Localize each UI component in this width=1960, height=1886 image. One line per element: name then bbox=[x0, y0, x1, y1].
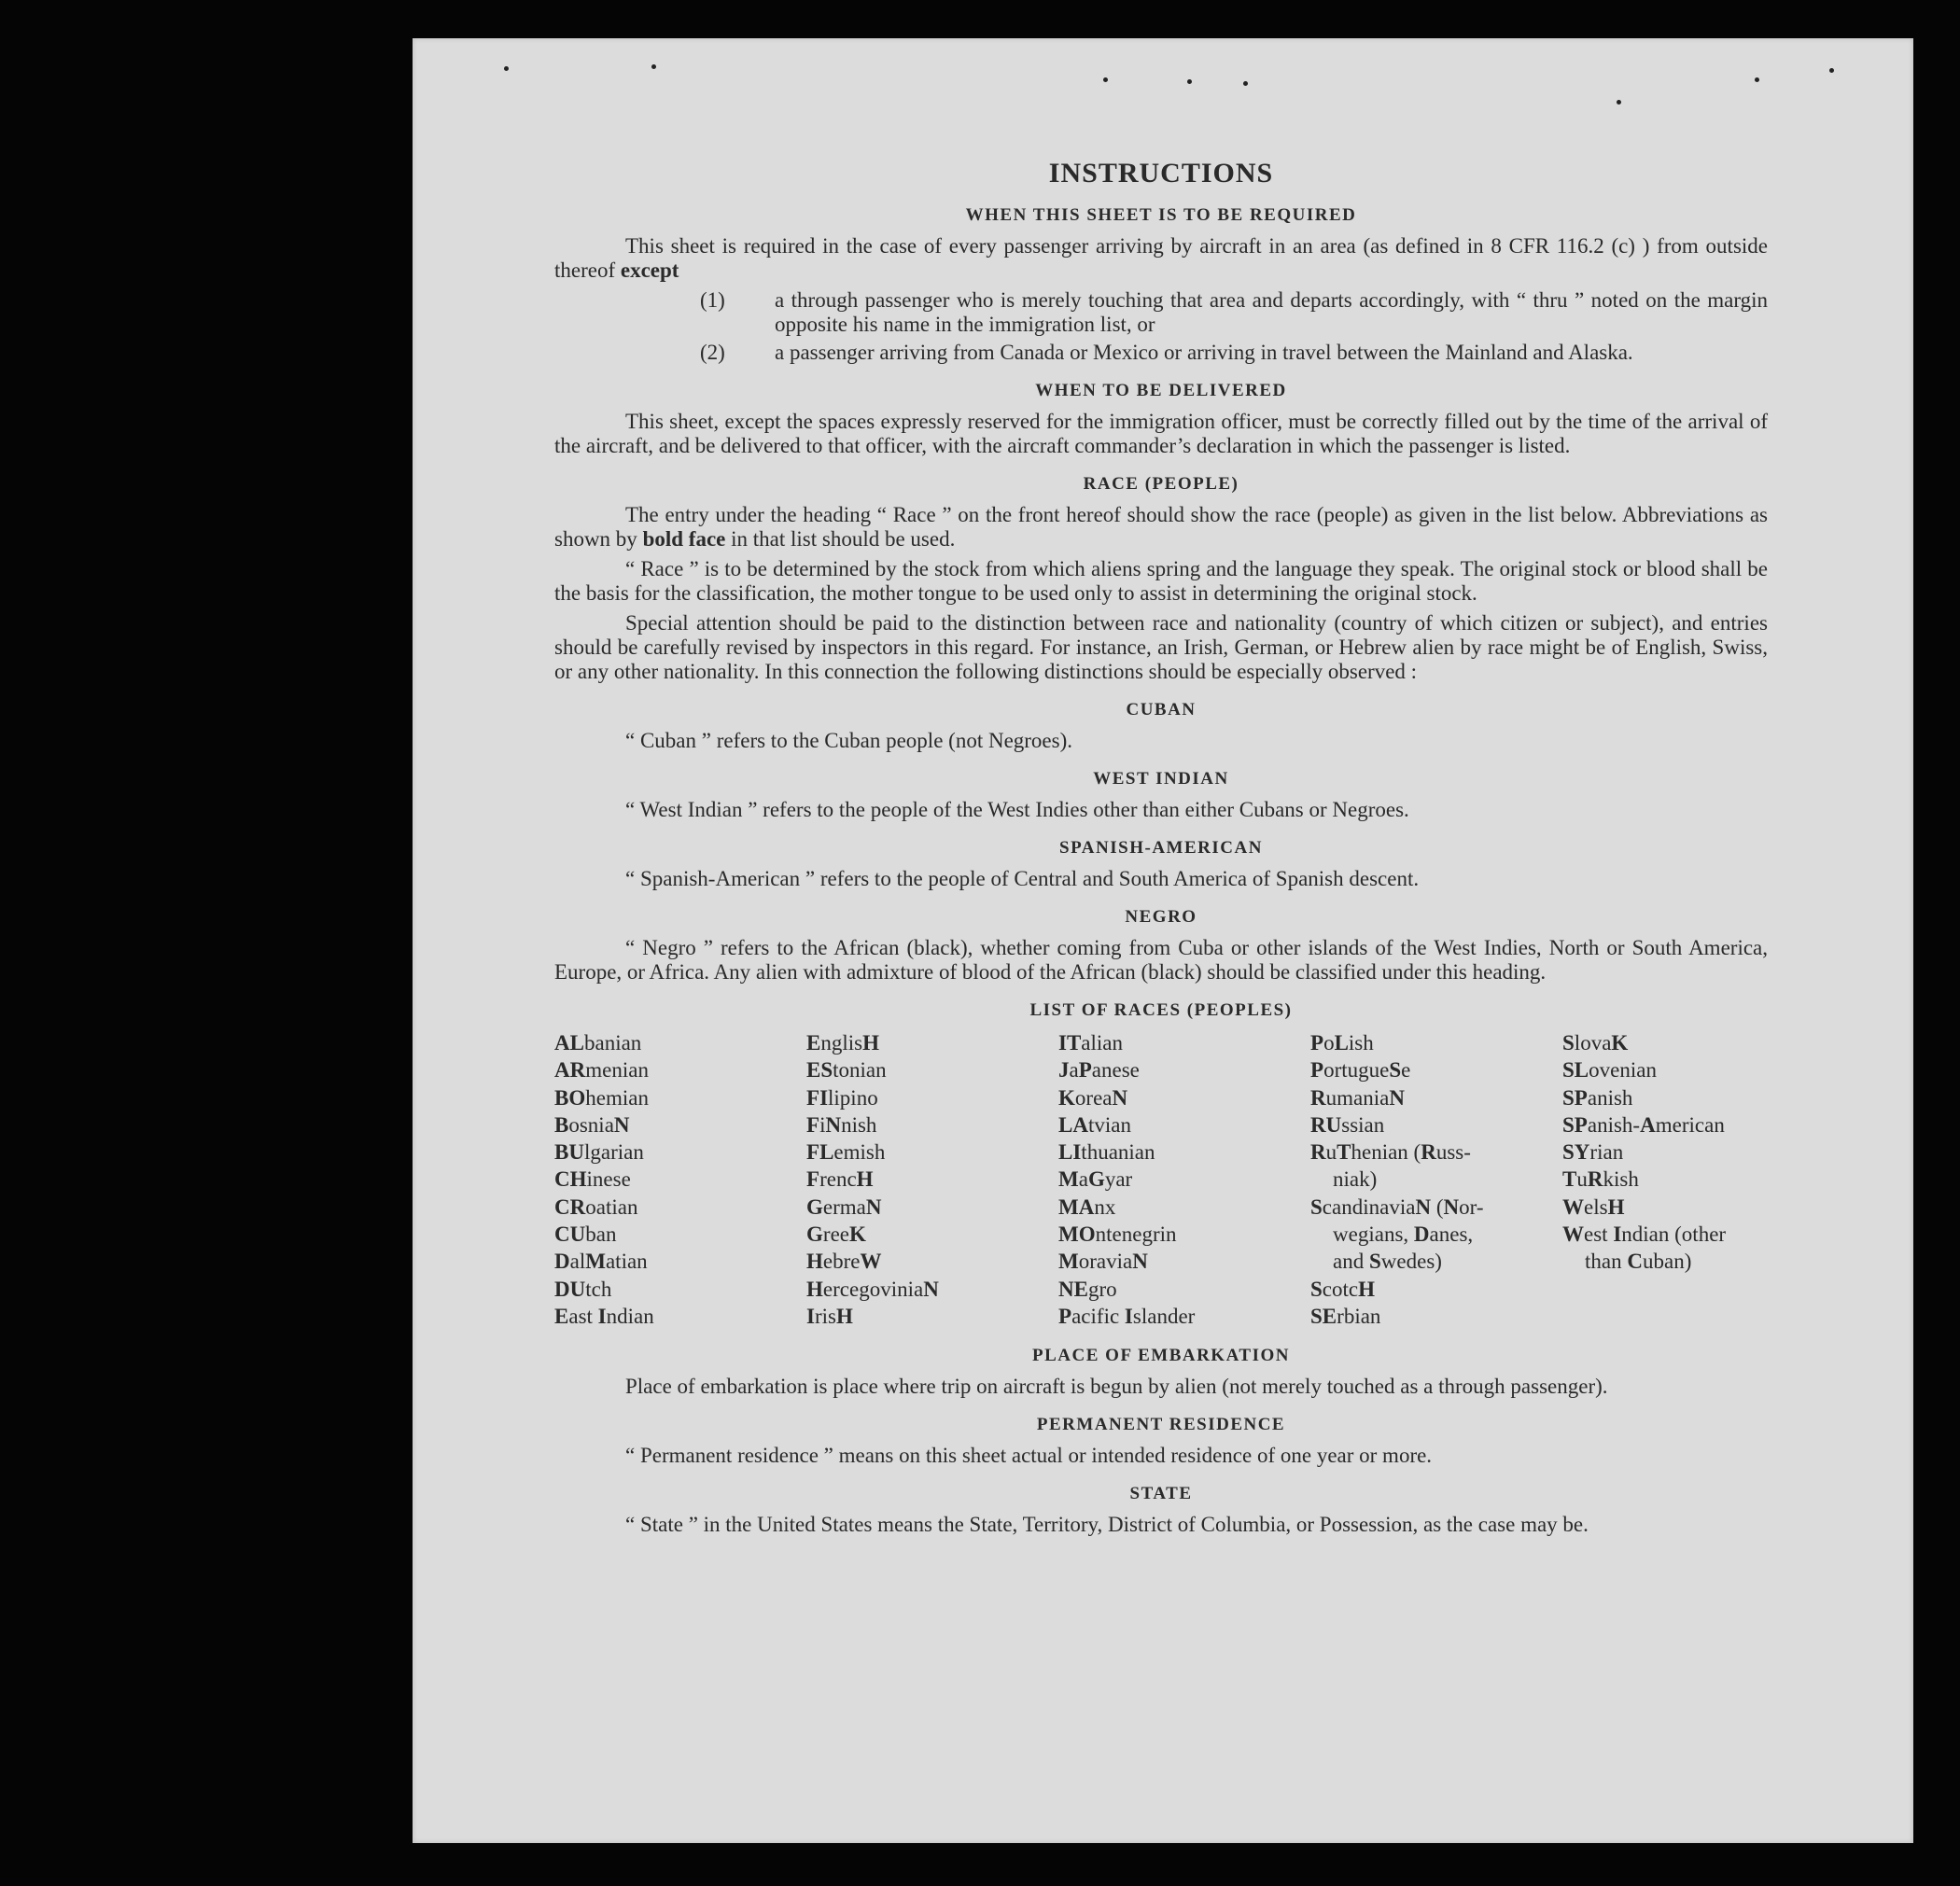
item-text: a passenger arriving from Canada or Mexico or arriving in travel between the Mainland and Alaska. bbox=[775, 341, 1633, 364]
heading-when-required: WHEN THIS SHEET IS TO BE REQUIRED bbox=[965, 205, 1357, 225]
races-column-1 bbox=[554, 1029, 806, 1330]
item-text: a through passenger who is merely touching that area and departs accordingly, with “ thru ” noted on the margin opposite his name in the immigration list, or bbox=[775, 288, 1768, 336]
speck bbox=[651, 64, 656, 69]
race-item: ARmenian bbox=[554, 1058, 649, 1083]
item-number: (2) bbox=[700, 341, 725, 364]
race-item: BOhemian bbox=[554, 1085, 649, 1110]
race-item: BosniaN bbox=[554, 1112, 630, 1137]
heading-when-delivered: WHEN TO BE DELIVERED bbox=[1035, 381, 1287, 400]
race-item: MOntenegrin bbox=[1058, 1222, 1177, 1247]
exception-item-2 bbox=[554, 341, 1768, 365]
paragraph-negro: “ Negro ” refers to the African (black), whether coming from Cuba or other islands of the West Indies, North or South America, Europe, or Africa. Any alien with admixture of blood of the African (black) should be classified under this heading. bbox=[554, 936, 1768, 984]
bold-except: except bbox=[620, 258, 679, 282]
race-item: Pacific Islander bbox=[1058, 1304, 1196, 1328]
race-item: HercegoviniaN bbox=[806, 1277, 939, 1301]
race-item: East Indian bbox=[554, 1304, 654, 1328]
paragraph-text: This sheet is required in the case of every passenger arriving by aircraft in an area (as defined in 8 CFR 116.2 (c) ) from outside thereof bbox=[554, 234, 1768, 282]
paragraph-race-1 bbox=[554, 503, 1768, 552]
heading-embarkation: PLACE OF EMBARKATION bbox=[1032, 1346, 1290, 1366]
speck bbox=[1829, 68, 1834, 73]
race-item: CUban bbox=[554, 1222, 617, 1247]
item-number: (1) bbox=[700, 288, 725, 312]
race-item: WelsH bbox=[1562, 1194, 1625, 1219]
race-item: DalMatian bbox=[554, 1250, 648, 1274]
race-item: RUssian bbox=[1310, 1112, 1385, 1137]
heading-race: RACE (PEOPLE) bbox=[1083, 474, 1239, 494]
heading-permanent-residence: PERMANENT RESIDENCE bbox=[1036, 1415, 1286, 1435]
race-item: SPanish bbox=[1562, 1085, 1633, 1110]
page-title: INSTRUCTIONS bbox=[1048, 158, 1274, 189]
race-item: EnglisH bbox=[806, 1031, 879, 1055]
races-list bbox=[554, 1029, 1768, 1330]
race-item: MaGyar bbox=[1058, 1167, 1133, 1192]
paragraph-cuban: “ Cuban ” refers to the Cuban people (not Negroes). bbox=[625, 729, 1073, 752]
race-item: FiNnish bbox=[806, 1112, 877, 1137]
heading-cuban: CUBAN bbox=[1126, 700, 1197, 719]
race-item: West Indian (other bbox=[1562, 1222, 1727, 1247]
bold-face-text: bold face bbox=[642, 527, 726, 551]
races-column-3 bbox=[1058, 1029, 1310, 1330]
instructions-text bbox=[554, 158, 1768, 1543]
exception-item-1 bbox=[554, 288, 1768, 337]
race-item: NEgro bbox=[1058, 1277, 1117, 1301]
speck bbox=[1103, 77, 1108, 82]
paragraph-when-required bbox=[554, 234, 1768, 283]
races-column-2 bbox=[806, 1029, 1058, 1330]
scan-specks bbox=[413, 38, 1913, 113]
race-item: FLemish bbox=[806, 1140, 886, 1165]
race-item: FrencH bbox=[806, 1167, 874, 1192]
race-item: BUlgarian bbox=[554, 1140, 644, 1165]
race-item: IrisH bbox=[806, 1304, 853, 1328]
race-item-continuation: wegians, Danes, bbox=[1333, 1222, 1474, 1247]
race-item: ScandinaviaN (Nor- bbox=[1310, 1194, 1484, 1219]
race-item: GreeK bbox=[806, 1222, 866, 1247]
paragraph-text: in that list should be used. bbox=[731, 527, 956, 551]
race-item: RumaniaN bbox=[1310, 1085, 1405, 1110]
race-item-continuation: niak) bbox=[1333, 1167, 1378, 1192]
race-item-continuation: and Swedes) bbox=[1333, 1250, 1442, 1274]
speck bbox=[1755, 77, 1759, 82]
race-item: EStonian bbox=[806, 1058, 887, 1083]
race-item: SErbian bbox=[1310, 1304, 1381, 1328]
race-item: LAtvian bbox=[1058, 1112, 1131, 1137]
race-item-continuation: than Cuban) bbox=[1585, 1250, 1692, 1274]
race-item: CRoatian bbox=[554, 1194, 638, 1219]
race-item: MAnx bbox=[1058, 1194, 1116, 1219]
paragraph-race-3: Special attention should be paid to the distinction between race and nationality (country of which citizen or subject), and entries should be carefully revised by inspectors in this regard. For instance, an Irish, German, or Hebrew alien by race might be of English, Swiss, or any other nationality. In this connection the following distinctions should be especially observed : bbox=[554, 611, 1768, 683]
speck bbox=[1187, 79, 1192, 84]
heading-spanish-american: SPANISH-AMERICAN bbox=[1059, 838, 1263, 858]
races-column-5 bbox=[1562, 1029, 1777, 1330]
paragraph-state: “ State ” in the United States means the State, Territory, District of Columbia, or Possession, as the case may be. bbox=[625, 1513, 1589, 1537]
race-item: TuRkish bbox=[1562, 1167, 1639, 1192]
race-item: CHinese bbox=[554, 1167, 631, 1192]
heading-negro: NEGRO bbox=[1125, 907, 1197, 927]
race-item: FIlipino bbox=[806, 1085, 878, 1110]
race-item: LIthuanian bbox=[1058, 1140, 1155, 1165]
heading-list-of-races: LIST OF RACES (PEOPLES) bbox=[1029, 1000, 1293, 1020]
race-item: PoLish bbox=[1310, 1031, 1374, 1055]
paragraph-race-2: “ Race ” is to be determined by the stock from which aliens spring and the language they speak. The original stock or blood shall be the basis for the classification, the mother tongue to be used only to assist in determining the original stock. bbox=[554, 557, 1768, 605]
race-item: GermaN bbox=[806, 1194, 882, 1219]
race-item: ITalian bbox=[1058, 1031, 1124, 1055]
paragraph-embarkation: Place of embarkation is place where trip on aircraft is begun by alien (not merely touched as a through passenger). bbox=[625, 1375, 1608, 1399]
race-item: KoreaN bbox=[1058, 1085, 1128, 1110]
speck bbox=[1243, 81, 1248, 86]
race-item: SYrian bbox=[1562, 1140, 1624, 1165]
heading-west-indian: WEST INDIAN bbox=[1093, 769, 1229, 789]
race-item: PortugueSe bbox=[1310, 1058, 1411, 1083]
race-item: SPanish-American bbox=[1562, 1112, 1725, 1137]
race-item: DUtch bbox=[554, 1277, 612, 1301]
paragraph-permanent-residence: “ Permanent residence ” means on this sheet actual or intended residence of one year or more. bbox=[625, 1444, 1433, 1468]
heading-state: STATE bbox=[1129, 1484, 1193, 1504]
paragraph-when-delivered: This sheet, except the spaces expressly reserved for the immigration officer, must be correctly filled out by the time of the arrival of the aircraft, and be delivered to that officer, with the aircraft commander’s declaration in which the passenger is listed. bbox=[554, 410, 1768, 457]
race-item: JaPanese bbox=[1058, 1058, 1140, 1083]
races-column-4 bbox=[1310, 1029, 1562, 1330]
document-page bbox=[413, 38, 1913, 1843]
speck bbox=[504, 66, 509, 71]
race-item: ALbanian bbox=[554, 1031, 642, 1055]
race-item: SlovaK bbox=[1562, 1031, 1629, 1055]
race-item: ScotcH bbox=[1310, 1277, 1376, 1301]
paragraph-text: The entry under the heading “ Race ” on the front hereof should show the race (people) as given in the list below. Abbreviations as shown by bbox=[554, 503, 1768, 551]
paragraph-spanish-american: “ Spanish-American ” refers to the people of Central and South America of Spanish descent. bbox=[625, 867, 1420, 890]
paragraph-west-indian: “ West Indian ” refers to the people of the West Indies other than either Cubans or Negroes. bbox=[625, 798, 1409, 821]
race-item: SLovenian bbox=[1562, 1058, 1657, 1083]
race-item: RuThenian (Russ- bbox=[1310, 1140, 1471, 1165]
speck bbox=[1617, 100, 1621, 105]
race-item: MoraviaN bbox=[1058, 1250, 1148, 1274]
race-item: HebreW bbox=[806, 1250, 882, 1274]
